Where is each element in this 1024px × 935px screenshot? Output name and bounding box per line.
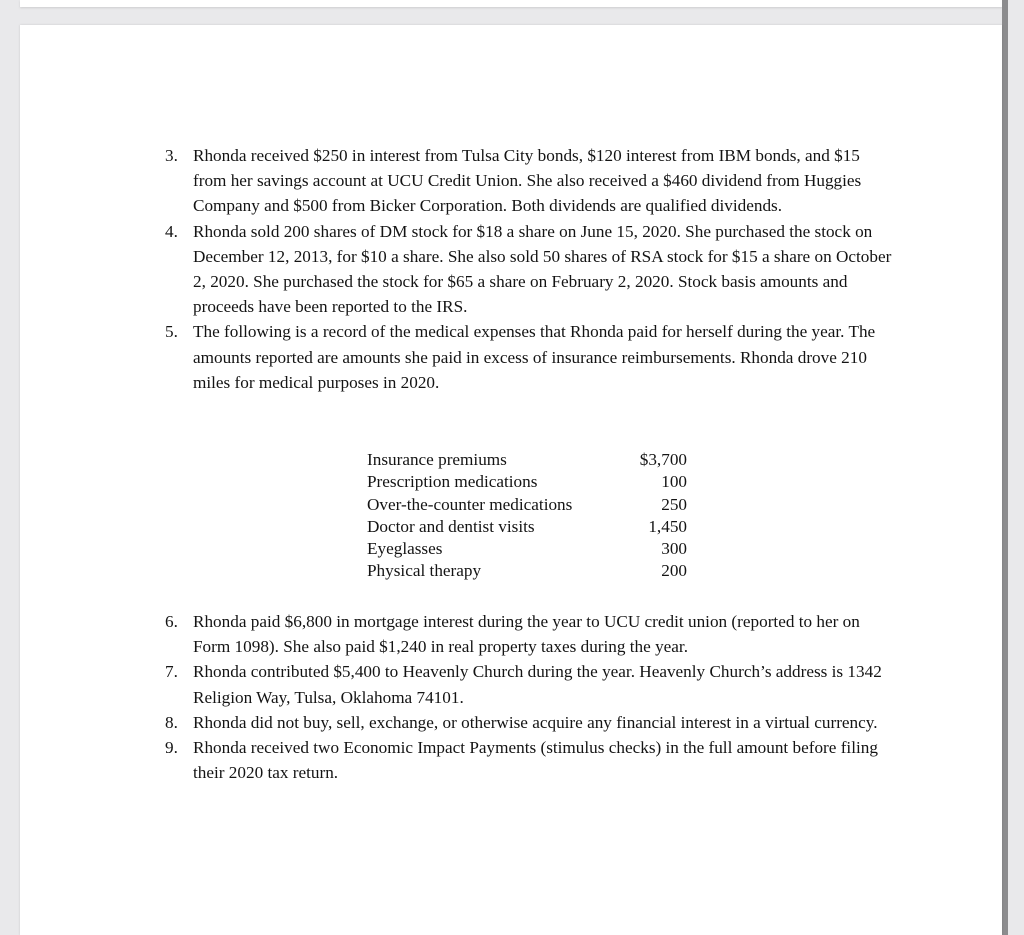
item-text: Rhonda received two Economic Impact Payments (stimulus checks) in the full amount before filing their 2020 tax return.	[193, 738, 878, 783]
item-number: 6.	[165, 612, 178, 631]
list-item	[165, 219, 895, 320]
item-number: 5.	[165, 322, 178, 342]
item-number: 9.	[165, 738, 178, 758]
scrollbar[interactable]	[1002, 0, 1008, 935]
table-row	[367, 538, 687, 560]
item-text: Rhonda sold 200 shares of DM stock for $18 a share on June 15, 2020. She purchased the stock on December 12, 2013, for $10 a share. She also sold 50 shares of RSA stock for $15 a share on October 2, 2020. She purchased the stock for $65 a share on February 2, 2020. Stock basis amounts and proceeds have been reported to the IRS.	[193, 221, 892, 317]
expense-label: Insurance premiums	[367, 450, 507, 469]
medical-expenses-table	[367, 449, 687, 583]
expense-amount: 1,450	[648, 516, 687, 536]
expense-label: Eyeglasses	[367, 539, 443, 559]
table-row	[367, 471, 687, 493]
item-number: 4.	[165, 221, 178, 241]
item-text: Rhonda paid $6,800 in mortgage interest during the year to UCU credit union (reported to her on Form 1098). She also paid $1,240 in real property taxes during the year.	[193, 612, 860, 657]
expense-amount: 250	[661, 494, 687, 514]
list-item	[165, 319, 895, 395]
numbered-list-upper	[165, 143, 895, 395]
document-page	[20, 25, 1002, 935]
list-item	[165, 143, 895, 219]
table-row	[367, 494, 687, 516]
item-number: 7.	[165, 662, 178, 682]
item-text: The following is a record of the medical expenses that Rhonda paid for herself during the year. The amounts reported are amounts she paid in excess of insurance reimbursements. Rhonda drove 210 miles for medical purposes in 2020.	[193, 322, 876, 392]
item-text: Rhonda contributed $5,400 to Heavenly Church during the year. Heavenly Church’s address is 1342 Religion Way, Tulsa, Oklahoma 74101.	[193, 662, 882, 707]
item-text: Rhonda received $250 in interest from Tulsa City bonds, $120 interest from IBM bonds, and $15 from her savings account at UCU Credit Union. She also received a $460 dividend from Huggies Company and $500 from Bicker Corporation. Both dividends are qualified dividends.	[193, 146, 862, 216]
table-row	[367, 516, 687, 538]
list-item	[165, 710, 895, 735]
item-number: 3.	[165, 146, 178, 165]
expense-label: Over-the-counter medications	[367, 494, 573, 514]
previous-page-edge	[20, 0, 1002, 7]
item-number: 8.	[165, 712, 178, 732]
expense-amount: 300	[661, 539, 687, 559]
expense-amount: 200	[661, 561, 687, 581]
expense-label: Doctor and dentist visits	[367, 516, 535, 536]
list-item	[165, 659, 895, 709]
expense-amount: $3,700	[639, 450, 687, 469]
numbered-list-lower	[165, 609, 895, 785]
list-item	[165, 735, 895, 785]
table-row	[367, 449, 687, 471]
list-item	[165, 609, 895, 659]
expense-label: Prescription medications	[367, 472, 538, 492]
table-row	[367, 560, 687, 582]
expense-label: Physical therapy	[367, 561, 482, 581]
expense-amount: 100	[661, 472, 687, 492]
item-text: Rhonda did not buy, sell, exchange, or otherwise acquire any financial interest in a virtual currency.	[193, 712, 878, 732]
